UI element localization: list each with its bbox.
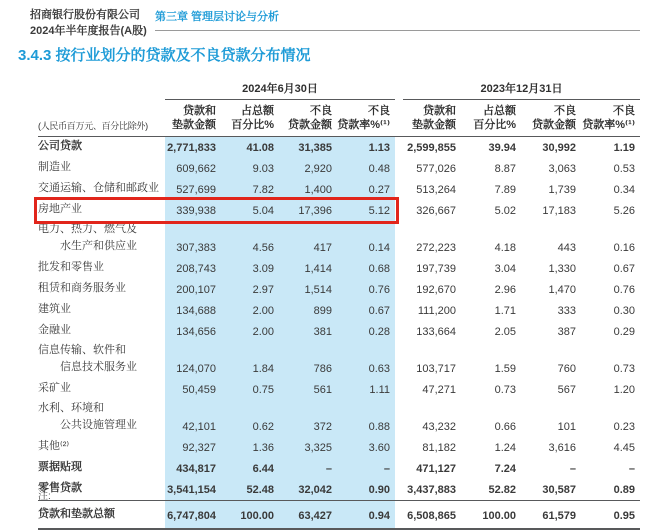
- column-header: 占总额 百分比%: [221, 100, 279, 137]
- cell-value: 3,325: [279, 437, 337, 458]
- cell-value: 0.75: [221, 379, 279, 400]
- cell-value: 7.82: [221, 179, 279, 200]
- column-header: 不良 贷款率%⁽¹⁾: [581, 100, 640, 137]
- cell-value: 1,470: [548, 284, 577, 296]
- cell-value: 513,264: [416, 184, 457, 196]
- cell-value: 786: [279, 342, 337, 379]
- cell-value: 4.18: [494, 242, 517, 254]
- cell-value: 1.11: [337, 379, 395, 400]
- cell-value: 5.02: [494, 205, 517, 217]
- cell-value: 101: [557, 421, 577, 433]
- cell-value: 0.90: [337, 479, 395, 501]
- column-header: 不良 贷款金额: [279, 100, 337, 137]
- cell-value: 92,327: [165, 437, 221, 458]
- header-rule: [155, 30, 640, 31]
- cell-value: 5.12: [337, 200, 395, 221]
- cell-value: 372: [279, 400, 337, 437]
- cell-value: 0.95: [581, 501, 640, 530]
- cell-value: 561: [279, 379, 337, 400]
- cell-value: 30,587: [542, 484, 577, 496]
- section-title: 3.4.3 按行业划分的贷款及不良贷款分布情况: [18, 47, 311, 64]
- row-label: 批发和零售业: [38, 261, 104, 273]
- cell-value: –: [337, 458, 395, 479]
- cell-value: 61,579: [521, 501, 581, 530]
- cell-value: 1,400: [279, 179, 337, 200]
- cell-value: 0.76: [337, 279, 395, 300]
- cell-value: 4.56: [221, 221, 279, 258]
- cell-value: –: [628, 463, 636, 475]
- cell-value: 1,739: [548, 184, 577, 196]
- cell-value: 0.62: [221, 400, 279, 437]
- table-row: [38, 179, 640, 200]
- cell-value: 307,383: [165, 221, 221, 258]
- cell-value: 0.66: [494, 421, 517, 433]
- cell-value: 192,670: [416, 284, 457, 296]
- cell-value: 760: [557, 363, 577, 375]
- cell-value: 0.23: [613, 421, 636, 433]
- row-label: 采矿业: [38, 382, 71, 394]
- table-row: [38, 221, 640, 258]
- cell-value: 1.24: [494, 442, 517, 454]
- cell-value: 3,541,154: [165, 479, 221, 501]
- row-label: 金融业: [38, 324, 71, 336]
- cell-value: 7.89: [494, 184, 517, 196]
- cell-value: 471,127: [416, 463, 457, 475]
- cell-value: 0.89: [613, 484, 636, 496]
- cell-value: 3.04: [494, 263, 517, 275]
- cell-value: 2.96: [494, 284, 517, 296]
- cell-value: 0.73: [494, 384, 517, 396]
- column-header: 贷款和 垫款金额: [165, 100, 221, 137]
- column-header-row: [38, 100, 640, 137]
- cell-value: 272,223: [416, 242, 457, 254]
- row-label: 贷款和垫款总额: [38, 501, 165, 530]
- cell-value: 0.63: [337, 342, 395, 379]
- table-row: [38, 501, 640, 530]
- table-row: [38, 279, 640, 300]
- cell-value: 200,107: [165, 279, 221, 300]
- cell-value: 434,817: [165, 458, 221, 479]
- cell-value: 1.20: [613, 384, 636, 396]
- cell-value: 0.73: [613, 363, 636, 375]
- cell-value: 0.67: [337, 300, 395, 321]
- row-label: 其他⁽²⁾: [38, 440, 70, 452]
- cell-value: 100.00: [221, 501, 279, 530]
- cell-value: 2.00: [221, 300, 279, 321]
- chapter-header: 第三章 管理层讨论与分析: [155, 11, 280, 23]
- cell-value: 52.82: [488, 484, 517, 496]
- table-row: [38, 479, 640, 501]
- cell-value: 208,743: [165, 258, 221, 279]
- cell-value: 9.03: [221, 158, 279, 179]
- cell-value: 6,508,865: [395, 501, 461, 530]
- cell-value: 0.88: [337, 400, 395, 437]
- row-label: 电力、热力、燃气及 水生产和供应业: [38, 223, 137, 252]
- cell-value: 1.36: [221, 437, 279, 458]
- cell-value: 0.48: [337, 158, 395, 179]
- table-row: [38, 437, 640, 458]
- cell-value: 3,063: [548, 163, 577, 175]
- column-header: 贷款和 垫款金额: [395, 100, 461, 137]
- report-identity: [30, 7, 147, 39]
- table-row: [38, 379, 640, 400]
- cell-value: 0.34: [613, 184, 636, 196]
- table-row: [38, 137, 640, 159]
- cell-value: 609,662: [165, 158, 221, 179]
- cell-value: 417: [279, 221, 337, 258]
- cell-value: 0.68: [337, 258, 395, 279]
- cell-value: 43,232: [422, 421, 457, 433]
- cell-value: 7.24: [494, 463, 517, 475]
- cell-value: 1,414: [279, 258, 337, 279]
- cell-value: 3,616: [548, 442, 577, 454]
- table-row: [38, 321, 640, 342]
- cell-value: 17,183: [542, 205, 577, 217]
- cell-value: 3.60: [337, 437, 395, 458]
- cell-value: 111,200: [417, 305, 457, 317]
- cell-value: 899: [279, 300, 337, 321]
- cell-value: 387: [557, 326, 577, 338]
- row-label: 建筑业: [38, 303, 71, 315]
- cell-value: 1.13: [337, 137, 395, 159]
- cell-value: 1.59: [494, 363, 517, 375]
- report-title-line: 2024年半年度报告(A股): [30, 25, 147, 37]
- cell-value: 8.87: [494, 163, 517, 175]
- cell-value: 6.44: [221, 458, 279, 479]
- cell-value: 567: [557, 384, 577, 396]
- cell-value: 0.14: [337, 221, 395, 258]
- cell-value: 381: [279, 321, 337, 342]
- cell-value: 1.84: [221, 342, 279, 379]
- table-row: [38, 158, 640, 179]
- period-header-row: [38, 80, 640, 100]
- cell-value: 134,688: [165, 300, 221, 321]
- cell-value: 47,271: [422, 384, 457, 396]
- cell-value: 326,667: [416, 205, 457, 217]
- table-row: [38, 458, 640, 479]
- cell-value: 577,026: [416, 163, 457, 175]
- column-header: 占总额 百分比%: [461, 100, 521, 137]
- cell-value: 0.67: [613, 263, 636, 275]
- cell-value: 0.29: [613, 326, 636, 338]
- note-label: 注:: [38, 491, 51, 502]
- cell-value: 2,920: [279, 158, 337, 179]
- cell-value: 103,717: [416, 363, 457, 375]
- cell-value: 42,101: [165, 400, 221, 437]
- cell-value: 124,070: [165, 342, 221, 379]
- cell-value: 333: [557, 305, 577, 317]
- cell-value: 0.53: [613, 163, 636, 175]
- row-label: 房地产业: [38, 203, 82, 215]
- period-header-2023: 2023年12月31日: [403, 80, 640, 100]
- row-label: 零售贷款: [38, 482, 82, 494]
- cell-value: 0.76: [613, 284, 636, 296]
- row-label: 交通运输、仓储和邮政业: [38, 182, 159, 194]
- cell-value: 3,437,883: [407, 484, 457, 496]
- row-label: 信息传输、软件和 信息技术服务业: [38, 344, 137, 373]
- table-area: [38, 80, 640, 530]
- cell-value: 133,664: [416, 326, 457, 338]
- cell-value: 17,396: [279, 200, 337, 221]
- row-label: 公司贷款: [38, 140, 82, 152]
- row-label: 票据贴现: [38, 461, 82, 473]
- column-header: 不良 贷款金额: [521, 100, 581, 137]
- table-row: [38, 342, 640, 379]
- cell-value: 6,747,804: [165, 501, 221, 530]
- table-row: [38, 200, 640, 221]
- cell-value: 2.97: [221, 279, 279, 300]
- cell-value: 32,042: [279, 479, 337, 501]
- cell-value: 5.26: [613, 205, 636, 217]
- cell-value: 50,459: [165, 379, 221, 400]
- cell-value: 2.00: [221, 321, 279, 342]
- cell-value: 0.94: [337, 501, 395, 530]
- cell-value: –: [279, 458, 337, 479]
- cell-value: 0.27: [337, 179, 395, 200]
- cell-value: –: [569, 463, 577, 475]
- cell-value: 100.00: [461, 501, 521, 530]
- cell-value: 1.71: [494, 305, 517, 317]
- company-name: 招商银行股份有限公司: [30, 9, 140, 21]
- cell-value: 30,992: [542, 142, 577, 154]
- cell-value: 134,656: [165, 321, 221, 342]
- cell-value: 3.09: [221, 258, 279, 279]
- cell-value: 0.28: [337, 321, 395, 342]
- cell-value: 63,427: [279, 501, 337, 530]
- cell-value: 527,699: [165, 179, 221, 200]
- cell-value: 197,739: [416, 263, 457, 275]
- cell-value: 443: [557, 242, 577, 254]
- cell-value: 0.30: [613, 305, 636, 317]
- cell-value: 52.48: [221, 479, 279, 501]
- cell-value: 0.16: [613, 242, 636, 254]
- cell-value: 1,514: [279, 279, 337, 300]
- column-header: 不良 贷款率%⁽¹⁾: [337, 100, 395, 137]
- cell-value: 41.08: [221, 137, 279, 159]
- cell-value: 1.19: [613, 142, 636, 154]
- table-row: [38, 300, 640, 321]
- cell-value: 1,330: [548, 263, 577, 275]
- cell-value: 31,385: [279, 137, 337, 159]
- table-row: [38, 258, 640, 279]
- row-label: 租赁和商务服务业: [38, 282, 126, 294]
- loans-by-industry-table: [38, 80, 640, 530]
- unit-note: (人民币百万元、百分比除外): [38, 100, 165, 137]
- table-body: [38, 137, 640, 530]
- row-label: 制造业: [38, 161, 71, 173]
- cell-value: 339,938: [165, 200, 221, 221]
- cell-value: 81,182: [422, 442, 457, 454]
- cell-value: 39.94: [488, 142, 517, 154]
- cell-value: 2.05: [494, 326, 517, 338]
- cell-value: 5.04: [221, 200, 279, 221]
- table-row: [38, 400, 640, 437]
- row-label: 水利、环境和 公共设施管理业: [38, 402, 137, 431]
- cell-value: 2,599,855: [407, 142, 457, 154]
- cell-value: 4.45: [613, 442, 636, 454]
- cell-value: 2,771,833: [165, 137, 221, 159]
- period-header-2024: 2024年6月30日: [165, 80, 395, 100]
